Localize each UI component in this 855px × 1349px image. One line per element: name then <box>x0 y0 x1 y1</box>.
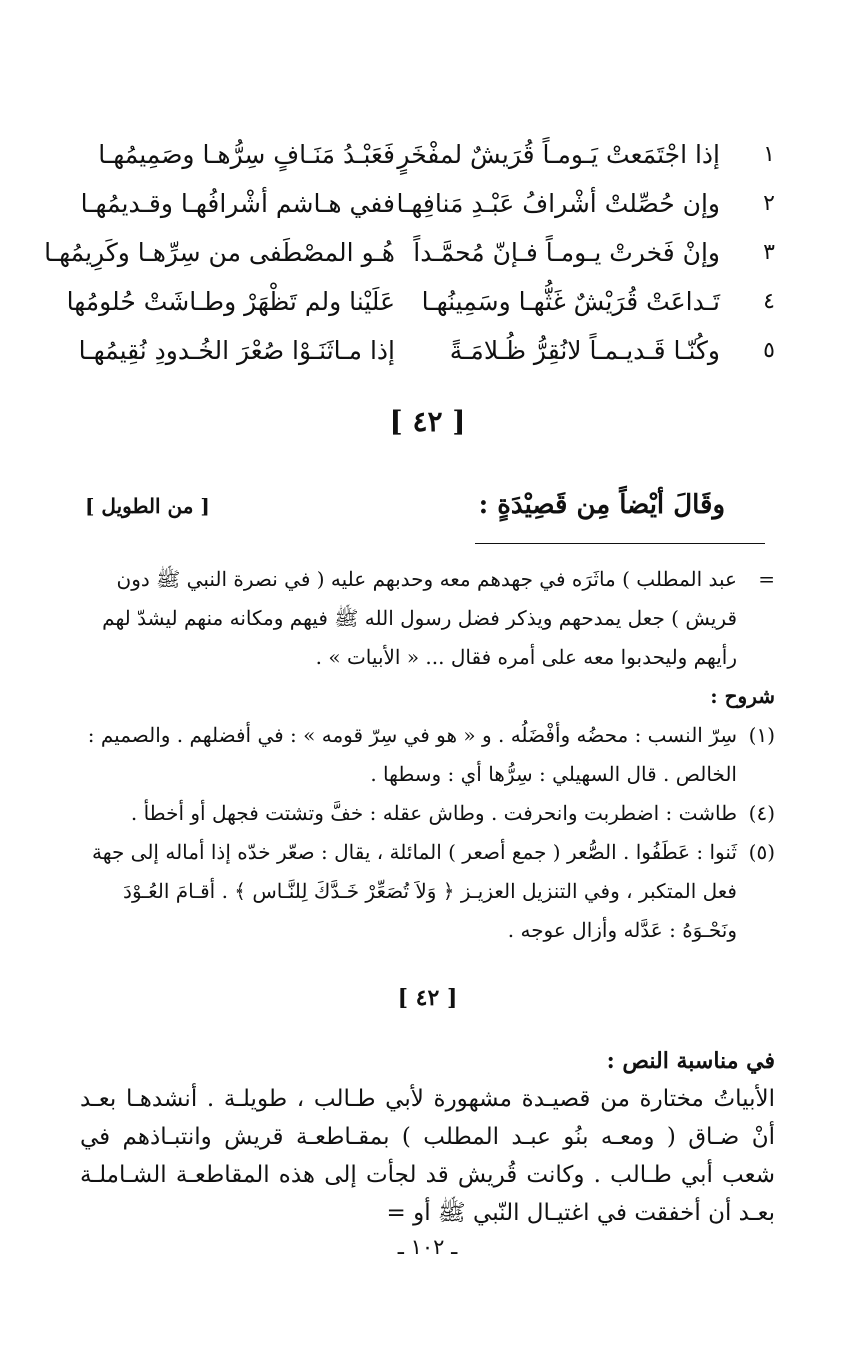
footnote-number: (٤) <box>748 801 775 825</box>
verse-second-hemistich: هُـو المصْطَفى من سِرِّهـا وكَرِيمُهـا <box>44 238 395 267</box>
footnotes <box>80 560 775 950</box>
context-section-number: [ ٤٢ ] <box>397 985 458 1011</box>
footnote-divider <box>475 543 765 544</box>
verse-line <box>75 179 775 228</box>
footnote-number: (٥) <box>748 840 775 864</box>
verse-first-hemistich: وإنْ فَخرتْ يـومـاً فـإنّ مُحمَّـداً <box>413 238 720 267</box>
page-number: ـ ١٠٢ ـ <box>397 1235 458 1259</box>
footnote-text: ثَنوا : عَطَفُوا . الصُّعر ( جمع أصعر ) المائلة ، يقال : صعّر خدّه إذا أماله إلى جهة فعل المتكبر ، وفي التنزيل العزيـز ﴿ وَلاَ تُصَعِّرْ خَـدَّكَ لِلنَّـاس ﴾ . أقـامَ العُـوْدَ ونَحْـوَهُ : عَدَّله وأزال عوجه . <box>92 840 737 942</box>
verse-second-hemistich: عَلَيْنا ولم تَظْهَرْ وطـاشَتْ حُلومُها <box>66 287 395 316</box>
section-number: [ ٤٢ ] <box>389 405 466 438</box>
continuation-mark: = <box>758 567 775 591</box>
context-heading: في مناسبة النص : <box>606 1048 775 1074</box>
verse-line <box>66 277 775 326</box>
verse-number: ٢ <box>763 191 775 216</box>
verse-number: ٥ <box>763 338 775 363</box>
footnote-text: طاشت : اضطربت وانحرفت . وطاش عقله : خفَّ وتشتت فجهل أو أخطأ . <box>130 801 737 825</box>
footnote-number: (١) <box>748 723 775 747</box>
intro-text: وقَالَ أيْضاً مِن قَصِيْدَةٍ : <box>478 490 725 520</box>
meter-label: [ من الطويل ] <box>85 494 210 518</box>
verse-second-hemistich: فَعَبْـدُ مَنَـافٍ سِرُّهـا وصَمِيمُهـا <box>98 140 395 169</box>
verse-first-hemistich: تَـداعَتْ قُرَيْشٌ غَثُّهـا وسَمِينُهـا <box>421 287 720 316</box>
footnote-item <box>80 716 775 794</box>
footnote-continuation <box>80 560 775 677</box>
verse-line <box>44 228 775 277</box>
footnote-text: سِرّ النسب : محضُه وأفْضَلُه . و « هو في سِرّ قومه » : في أفضلهم . والصميم : الخالص . قال السهيلي : سِرُّها أي : وسطها . <box>87 723 737 786</box>
continuation-text: عبد المطلب ) ماثَرَه في جهدهم معه وحدبهم عليه ( في نصرة النبي ﷺ دون قريش ) جعل يمدحهم ويذكر فضل رسول الله ﷺ فيهم ومكانه منهم ليشدّ لهم رأيهم وليحدبوا معه على أمره فقال ... « الأبيات » . <box>102 567 737 669</box>
context-section <box>80 1042 775 1232</box>
footnote-item <box>80 794 775 833</box>
context-text: الأبياتُ مختارة من قصيـدة مشهورة لأبي طـالب ، طويلـة . أنشدهـا بعـد أنْ ضـاق ( ومعـه بنُو عبـد المطلب ) بمقـاطعـة قريش وانتبـاذهم في شعب أبي طـالب . وكانت قُريش قد لجأت إلى هذه المقاطعـة الشـاملـة بعـد أن أخفقت في اغتيـال النّبي ﷺ أو = <box>80 1086 775 1226</box>
verse-first-hemistich: وكُنّـا قَـديـمـاً لانُقِرُّ ظُـلامَـةً <box>449 336 720 365</box>
verse-number: ٣ <box>763 240 775 265</box>
verse-line <box>75 130 775 179</box>
verse-second-hemistich: ففي هـاشم أشْرافُهـا وقـديمُهـا <box>80 189 395 218</box>
verse-number: ٤ <box>763 289 775 314</box>
verse-second-hemistich: إذا مـاثَنَـوْا صُعْرَ الخُـدودِ نُقِيمُهـا <box>78 336 395 365</box>
verse-first-hemistich: إذا اجْتَمَعتْ يَـومـاً قُرَيشٌ لمفْخَرٍ <box>397 140 720 169</box>
verse-line <box>75 326 775 375</box>
poem <box>44 130 775 375</box>
verse-first-hemistich: وإن حُصِّلتْ أشْرافُ عَبْـدِ مَنافِهـا <box>396 189 720 218</box>
footnote-item <box>80 833 775 950</box>
verse-number: ١ <box>763 142 775 167</box>
notes-heading: شروح : <box>710 684 775 708</box>
poem-intro <box>85 490 725 530</box>
